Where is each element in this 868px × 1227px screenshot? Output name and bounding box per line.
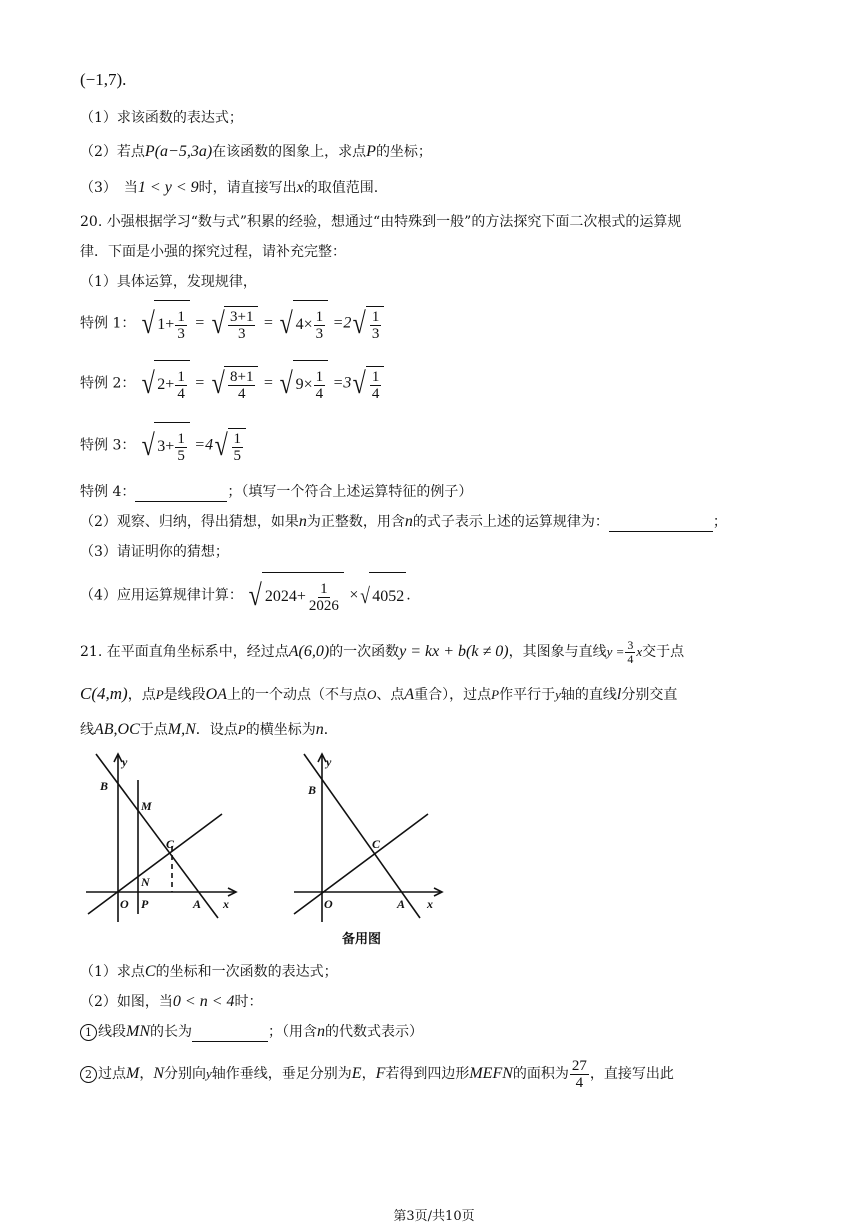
fraction	[570, 1058, 589, 1091]
den: 3	[237, 325, 246, 342]
num: 3	[627, 637, 634, 652]
var-y: y	[206, 1066, 212, 1081]
example-3-label: 特例 3：	[80, 437, 136, 454]
radical: √ $\frac{3+1}{3}$	[210, 306, 259, 342]
text: 若得到四边形	[385, 1066, 470, 1082]
q21-stem-line2	[80, 684, 677, 705]
text: ．设点	[195, 722, 238, 738]
math-range: 1 < y < 9	[137, 179, 199, 196]
text: 的式子表示上述的运算规律为：	[412, 514, 609, 530]
answer-blank[interactable]	[192, 1025, 268, 1042]
answer-blank[interactable]	[135, 485, 227, 502]
fraction	[175, 369, 187, 402]
coefficient: =4	[194, 436, 214, 454]
prev-answer-point: (−1,7).	[80, 70, 127, 89]
figure-backup	[290, 752, 450, 927]
math-point-p: P(a−5,3a)	[144, 143, 213, 160]
label-o: O	[120, 897, 129, 911]
text: 是线段	[163, 687, 206, 703]
q20-part2	[80, 512, 727, 532]
point-o: O	[366, 687, 377, 702]
segment-oa: OA	[205, 686, 227, 703]
label-x: x	[427, 897, 433, 911]
example-2	[80, 360, 384, 407]
point-c-label: C	[144, 963, 156, 980]
q21-part2-2	[80, 1054, 674, 1094]
text: 的面积为	[512, 1066, 569, 1082]
fraction	[625, 639, 635, 666]
var-p: P	[491, 687, 500, 702]
fraction	[307, 581, 341, 614]
q21-stem-line1	[80, 636, 684, 668]
circled-number: 2	[80, 1066, 97, 1083]
q19-part3	[80, 178, 378, 198]
num: 1	[371, 308, 380, 325]
circled-number: 1	[80, 1024, 97, 1041]
text: （2）观察、归纳，得出猜想，如果	[80, 514, 299, 530]
var-p: P	[155, 687, 164, 702]
text: ，	[139, 1066, 154, 1082]
text: （3） 当	[80, 180, 138, 196]
den: 5	[177, 447, 185, 464]
den: 4	[315, 385, 324, 402]
var-n: n	[404, 513, 413, 530]
line-oc	[88, 814, 222, 914]
label-b: B	[308, 783, 317, 797]
num: 1	[371, 368, 380, 385]
fraction	[370, 369, 382, 402]
text: 分别交直	[621, 687, 678, 703]
figure-main	[80, 752, 240, 927]
var-y: y	[555, 687, 561, 702]
equals: =	[194, 374, 206, 392]
page-footer: 第3页/共10页	[393, 1209, 475, 1224]
text: 的取值范围.	[303, 180, 379, 196]
den: 4	[575, 1074, 584, 1091]
q20-stem-line1: 20. 小强根据学习“数与式”积累的经验，想通过“由特殊到一般”的方法探究下面二次根式的运算规	[80, 214, 682, 230]
point-e: E	[351, 1065, 362, 1082]
den: 3	[315, 325, 324, 342]
text: 轴的直线	[560, 687, 617, 703]
q19-part2	[80, 142, 432, 162]
fraction	[228, 309, 255, 342]
text: 过点	[98, 1066, 126, 1082]
point-m: M	[126, 1065, 140, 1082]
example-2-label: 特例 2：	[80, 375, 136, 392]
label-o: O	[324, 897, 333, 911]
times: ×	[348, 586, 360, 604]
fraction	[175, 431, 187, 464]
line-y: y =	[606, 644, 625, 659]
radical: √ 4052	[359, 572, 406, 619]
var-n: n	[315, 721, 324, 738]
radical: √ $\frac{8+1}{4}$	[210, 366, 259, 402]
text: 于点	[139, 722, 168, 738]
label-c: C	[166, 837, 175, 851]
text: 在该函数的图象上，求点	[212, 144, 367, 160]
q21-part2	[80, 992, 263, 1012]
var-n: n	[317, 1023, 325, 1040]
label-a: A	[193, 897, 202, 911]
text: ；（用含	[268, 1024, 317, 1040]
term: 1+	[157, 316, 175, 333]
text: 上的一个动点（不与点	[226, 687, 367, 703]
var-x: x	[296, 179, 304, 196]
range-n: 0 < n < 4	[172, 993, 235, 1010]
lines-ab-oc: AB,OC	[94, 721, 140, 738]
coefficient: =3	[332, 374, 352, 392]
var-p: P	[366, 143, 376, 160]
fraction	[370, 309, 382, 342]
num: 1	[315, 308, 324, 325]
var-n: n	[298, 513, 307, 530]
point-c: C(4,m)	[80, 684, 128, 703]
text: （2）如图，当	[80, 994, 173, 1010]
var-l: l	[616, 686, 622, 703]
text: 为正整数，用含	[306, 514, 405, 530]
figure-caption: 备用图	[342, 932, 382, 947]
example-3	[80, 422, 246, 469]
q20-part3: （3）请证明你的猜想；	[80, 544, 229, 560]
radical: √ $\frac{1}{4}$	[351, 366, 384, 402]
text: ．	[323, 722, 338, 738]
num: 3+1	[229, 308, 254, 325]
text: 线	[80, 722, 94, 738]
point-f: F	[375, 1065, 386, 1082]
point-a-label: A	[404, 686, 415, 703]
text: 重合），过点	[414, 687, 492, 703]
q21-stem-line3	[80, 720, 338, 740]
num: 1	[177, 430, 185, 447]
num: 1	[233, 430, 242, 447]
linear-fn: y = kx + b(k ≠ 0)	[399, 643, 509, 660]
den: 5	[233, 447, 242, 464]
line-oc	[294, 814, 428, 914]
den: 4	[627, 651, 634, 666]
var-p: P	[237, 722, 246, 737]
fraction	[232, 431, 244, 464]
radical: √ $\frac{1}{3}$	[351, 306, 384, 342]
den: 4	[371, 385, 380, 402]
label-y: y	[122, 755, 128, 769]
den: 3	[177, 325, 185, 342]
coefficient: =2	[332, 314, 352, 332]
radical: √ 4× $\frac{1}{3}$	[278, 300, 328, 347]
radical: √ 2024+ $\frac{1}{2026}$	[247, 572, 344, 619]
num: 1	[177, 308, 185, 325]
radicand: 4052	[369, 572, 406, 619]
points-mn: M,N	[167, 721, 196, 738]
text: 分别向	[164, 1066, 206, 1082]
text: （4）应用运算规律计算：	[80, 587, 243, 604]
den: 4	[177, 385, 185, 402]
text: ，	[361, 1066, 376, 1082]
text: 作平行于	[499, 687, 556, 703]
num: 8+1	[229, 368, 254, 385]
text: 的坐标和一次函数的表达式；	[155, 964, 338, 980]
radical: √ 3+ $\frac{1}{5}$	[140, 422, 190, 469]
text: ；	[712, 514, 727, 530]
q21-part1	[80, 962, 338, 982]
q21-part2-1	[80, 1022, 423, 1042]
point-a: A(6,0)	[288, 643, 330, 660]
period: .	[406, 587, 411, 604]
num: 1	[177, 368, 185, 385]
term: 2+	[157, 376, 175, 393]
text: 的代数式表示）	[325, 1024, 423, 1040]
text: 21. 在平面直角坐标系中，经过点	[80, 644, 289, 660]
text: （2）若点	[80, 144, 145, 160]
num: 1	[315, 368, 324, 385]
example-1	[80, 300, 384, 347]
num: 1	[320, 580, 328, 597]
den: 2026	[308, 597, 339, 614]
text: ，直接写出此	[589, 1066, 674, 1082]
den: 4	[237, 385, 246, 402]
label-p: P	[141, 897, 149, 911]
text: 时，请直接写出	[198, 180, 297, 196]
q20-stem-line2: 律．下面是小强的探究过程，请补充完整：	[80, 244, 346, 260]
quad-mefn: MEFN	[469, 1065, 513, 1082]
text: 的坐标；	[375, 144, 432, 160]
example-4-hint: ；（填写一个符合上述运算特征的例子）	[227, 484, 473, 500]
radical: √ 1+ $\frac{1}{3}$	[140, 300, 190, 347]
term: 4×	[295, 316, 313, 333]
var-x: x	[636, 644, 643, 659]
q20-part4	[80, 572, 411, 619]
text: 轴作垂线，垂足分别为	[211, 1066, 352, 1082]
q20-part1: （1）具体运算，发现规律，	[80, 274, 257, 290]
text: ，其图象与直线	[508, 644, 607, 660]
label-x: x	[223, 897, 229, 911]
text: 线段	[98, 1024, 126, 1040]
radical: √ 2+ $\frac{1}{4}$	[140, 360, 190, 407]
fraction	[314, 369, 326, 402]
equals: =	[194, 314, 206, 332]
text: 交于点	[642, 644, 685, 660]
label-m: M	[141, 799, 152, 813]
answer-blank[interactable]	[609, 515, 713, 532]
label-c: C	[372, 837, 381, 851]
q19-part1: （1）求该函数的表达式；	[80, 110, 243, 126]
text: （1）求点	[80, 964, 145, 980]
fraction	[175, 309, 187, 342]
num: 27	[571, 1057, 587, 1074]
fraction	[314, 309, 326, 342]
term: 9×	[295, 376, 313, 393]
text: 时：	[234, 994, 263, 1010]
fraction	[228, 369, 255, 402]
text: 的长为	[150, 1024, 192, 1040]
term: 3+	[157, 438, 175, 455]
radical: √ 9× $\frac{1}{4}$	[278, 360, 328, 407]
example-4-label: 特例 4：	[80, 484, 136, 500]
equals: =	[262, 314, 274, 332]
example-4	[80, 482, 472, 502]
label-n: N	[141, 875, 150, 889]
text: ，点	[127, 687, 156, 703]
label-a: A	[397, 897, 406, 911]
text: 的横坐标为	[245, 722, 316, 738]
equals: =	[262, 374, 274, 392]
segment-mn: MN	[126, 1023, 150, 1040]
den: 3	[371, 325, 380, 342]
radical: √ $\frac{1}{5}$	[213, 428, 246, 464]
term: 2024+	[264, 588, 306, 605]
example-1-label: 特例 1：	[80, 315, 136, 332]
text: 、点	[376, 687, 405, 703]
text: 的一次函数	[329, 644, 400, 660]
point-n: N	[153, 1065, 164, 1082]
label-b: B	[100, 779, 109, 793]
label-y: y	[326, 755, 332, 769]
